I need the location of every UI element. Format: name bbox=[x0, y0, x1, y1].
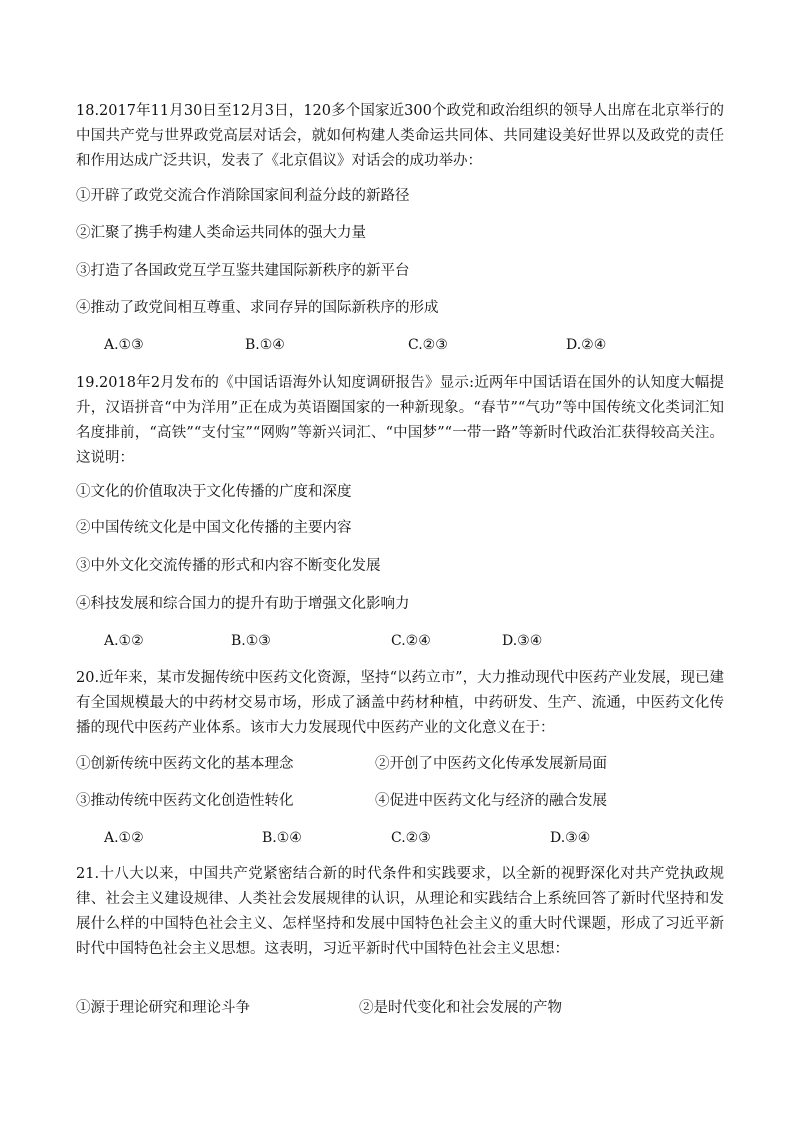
question-18-option-1: ①开辟了政党交流合作消除国家间利益分歧的新路径 bbox=[76, 188, 410, 204]
question-19-answer-a: A.①② bbox=[104, 633, 144, 649]
question-20-option-4: ④促进中医药文化与经济的融合发展 bbox=[375, 793, 607, 809]
question-19-answer-b: B.①③ bbox=[231, 633, 271, 649]
question-18-stem: 18.2017年11月30日至12月3日，120多个国家近300个政党和政治组织的领导人出席在北京举行的中国共产党与世界政党高层对话会，就如何构建人类命运共同体、共同建设美好世界以及政党的责任和作用达成广泛共识，发表了《北京倡议》对话会的成功举办： bbox=[76, 103, 724, 169]
question-21-option-1: ①源于理论研究和理论斗争 bbox=[76, 1000, 250, 1016]
question-20-answer-d: D.③④ bbox=[550, 830, 591, 846]
question-18-answer-d: D.②④ bbox=[566, 337, 607, 353]
question-20-answer-a: A.①② bbox=[104, 830, 144, 846]
question-18-option-2: ②汇聚了携手构建人类命运共同体的强大力量 bbox=[76, 225, 366, 241]
question-19-option-4: ④科技发展和综合国力的提升有助于增强文化影响力 bbox=[76, 596, 410, 612]
question-20-option-3: ③推动传统中医药文化创造性转化 bbox=[76, 793, 294, 809]
question-20-answer-b: B.①④ bbox=[262, 830, 302, 846]
question-18-answer-c: C.②③ bbox=[408, 337, 448, 353]
question-19-stem: 19.2018年2月发布的《中国话语海外认知度调研报告》显示:近两年中国话语在国外的认知度大幅提升，汉语拼音“中为洋用”正在成为英语圈国家的一种新现象。“春节”“气功”等中国传统文化类词汇知名度排前，“高铁”“支付宝”“网购”等新兴词汇、“中国梦”“一带一路”等新时代政治汇获得较高关注。这说明： bbox=[76, 375, 724, 466]
question-20-option-1: ①创新传统中医药文化的基本理念 bbox=[76, 756, 294, 772]
question-19-answer-c: C.②④ bbox=[391, 633, 431, 649]
question-18-option-4: ④推动了政党间相互尊重、求同存异的国际新秩序的形成 bbox=[76, 300, 439, 316]
question-19-option-3: ③中外文化交流传播的形式和内容不断变化发展 bbox=[76, 558, 381, 574]
question-19-answer-d: D.③④ bbox=[502, 633, 543, 649]
question-20-answer-c: C.②③ bbox=[391, 830, 431, 846]
question-20-option-2: ②开创了中医药文化传承发展新局面 bbox=[375, 756, 607, 772]
question-18-option-3: ③打造了各国政党互学互鉴共建国际新秩序的新平台 bbox=[76, 263, 410, 279]
question-21-option-2: ②是时代变化和社会发展的产物 bbox=[359, 1000, 562, 1016]
question-19-option-1: ①文化的价值取决于文化传播的广度和深度 bbox=[76, 484, 352, 500]
question-18-answer-b: B.①④ bbox=[245, 337, 285, 353]
question-20-stem: 20.近年来，某市发掘传统中医药文化资源，坚持“以药立市”，大力推动现代中医药产业发展，现已建有全国规模最大的中药材交易市场，形成了涵盖中药材种植，中药研发、生产、流通，中医药文化传播的现代中医药产业体系。该市大力发展现代中医药产业的文化意义在于： bbox=[76, 670, 724, 736]
question-18-answer-a: A.①③ bbox=[104, 337, 144, 353]
question-19-option-2: ②中国传统文化是中国文化传播的主要内容 bbox=[76, 520, 352, 536]
question-21-stem: 21.十八大以来，中国共产党紧密结合新的时代条件和实践要求，以全新的视野深化对共产党执政规律、社会主义建设规律、人类社会发展规律的认识，从理论和实践结合上系统回答了新时代坚持和发展什么样的中国特色社会主义、怎样坚持和发展中国特色社会主义的重大时代课题，形成了习近平新时代中国特色社会主义思想。这表明，习近平新时代中国特色社会主义思想： bbox=[76, 866, 724, 957]
